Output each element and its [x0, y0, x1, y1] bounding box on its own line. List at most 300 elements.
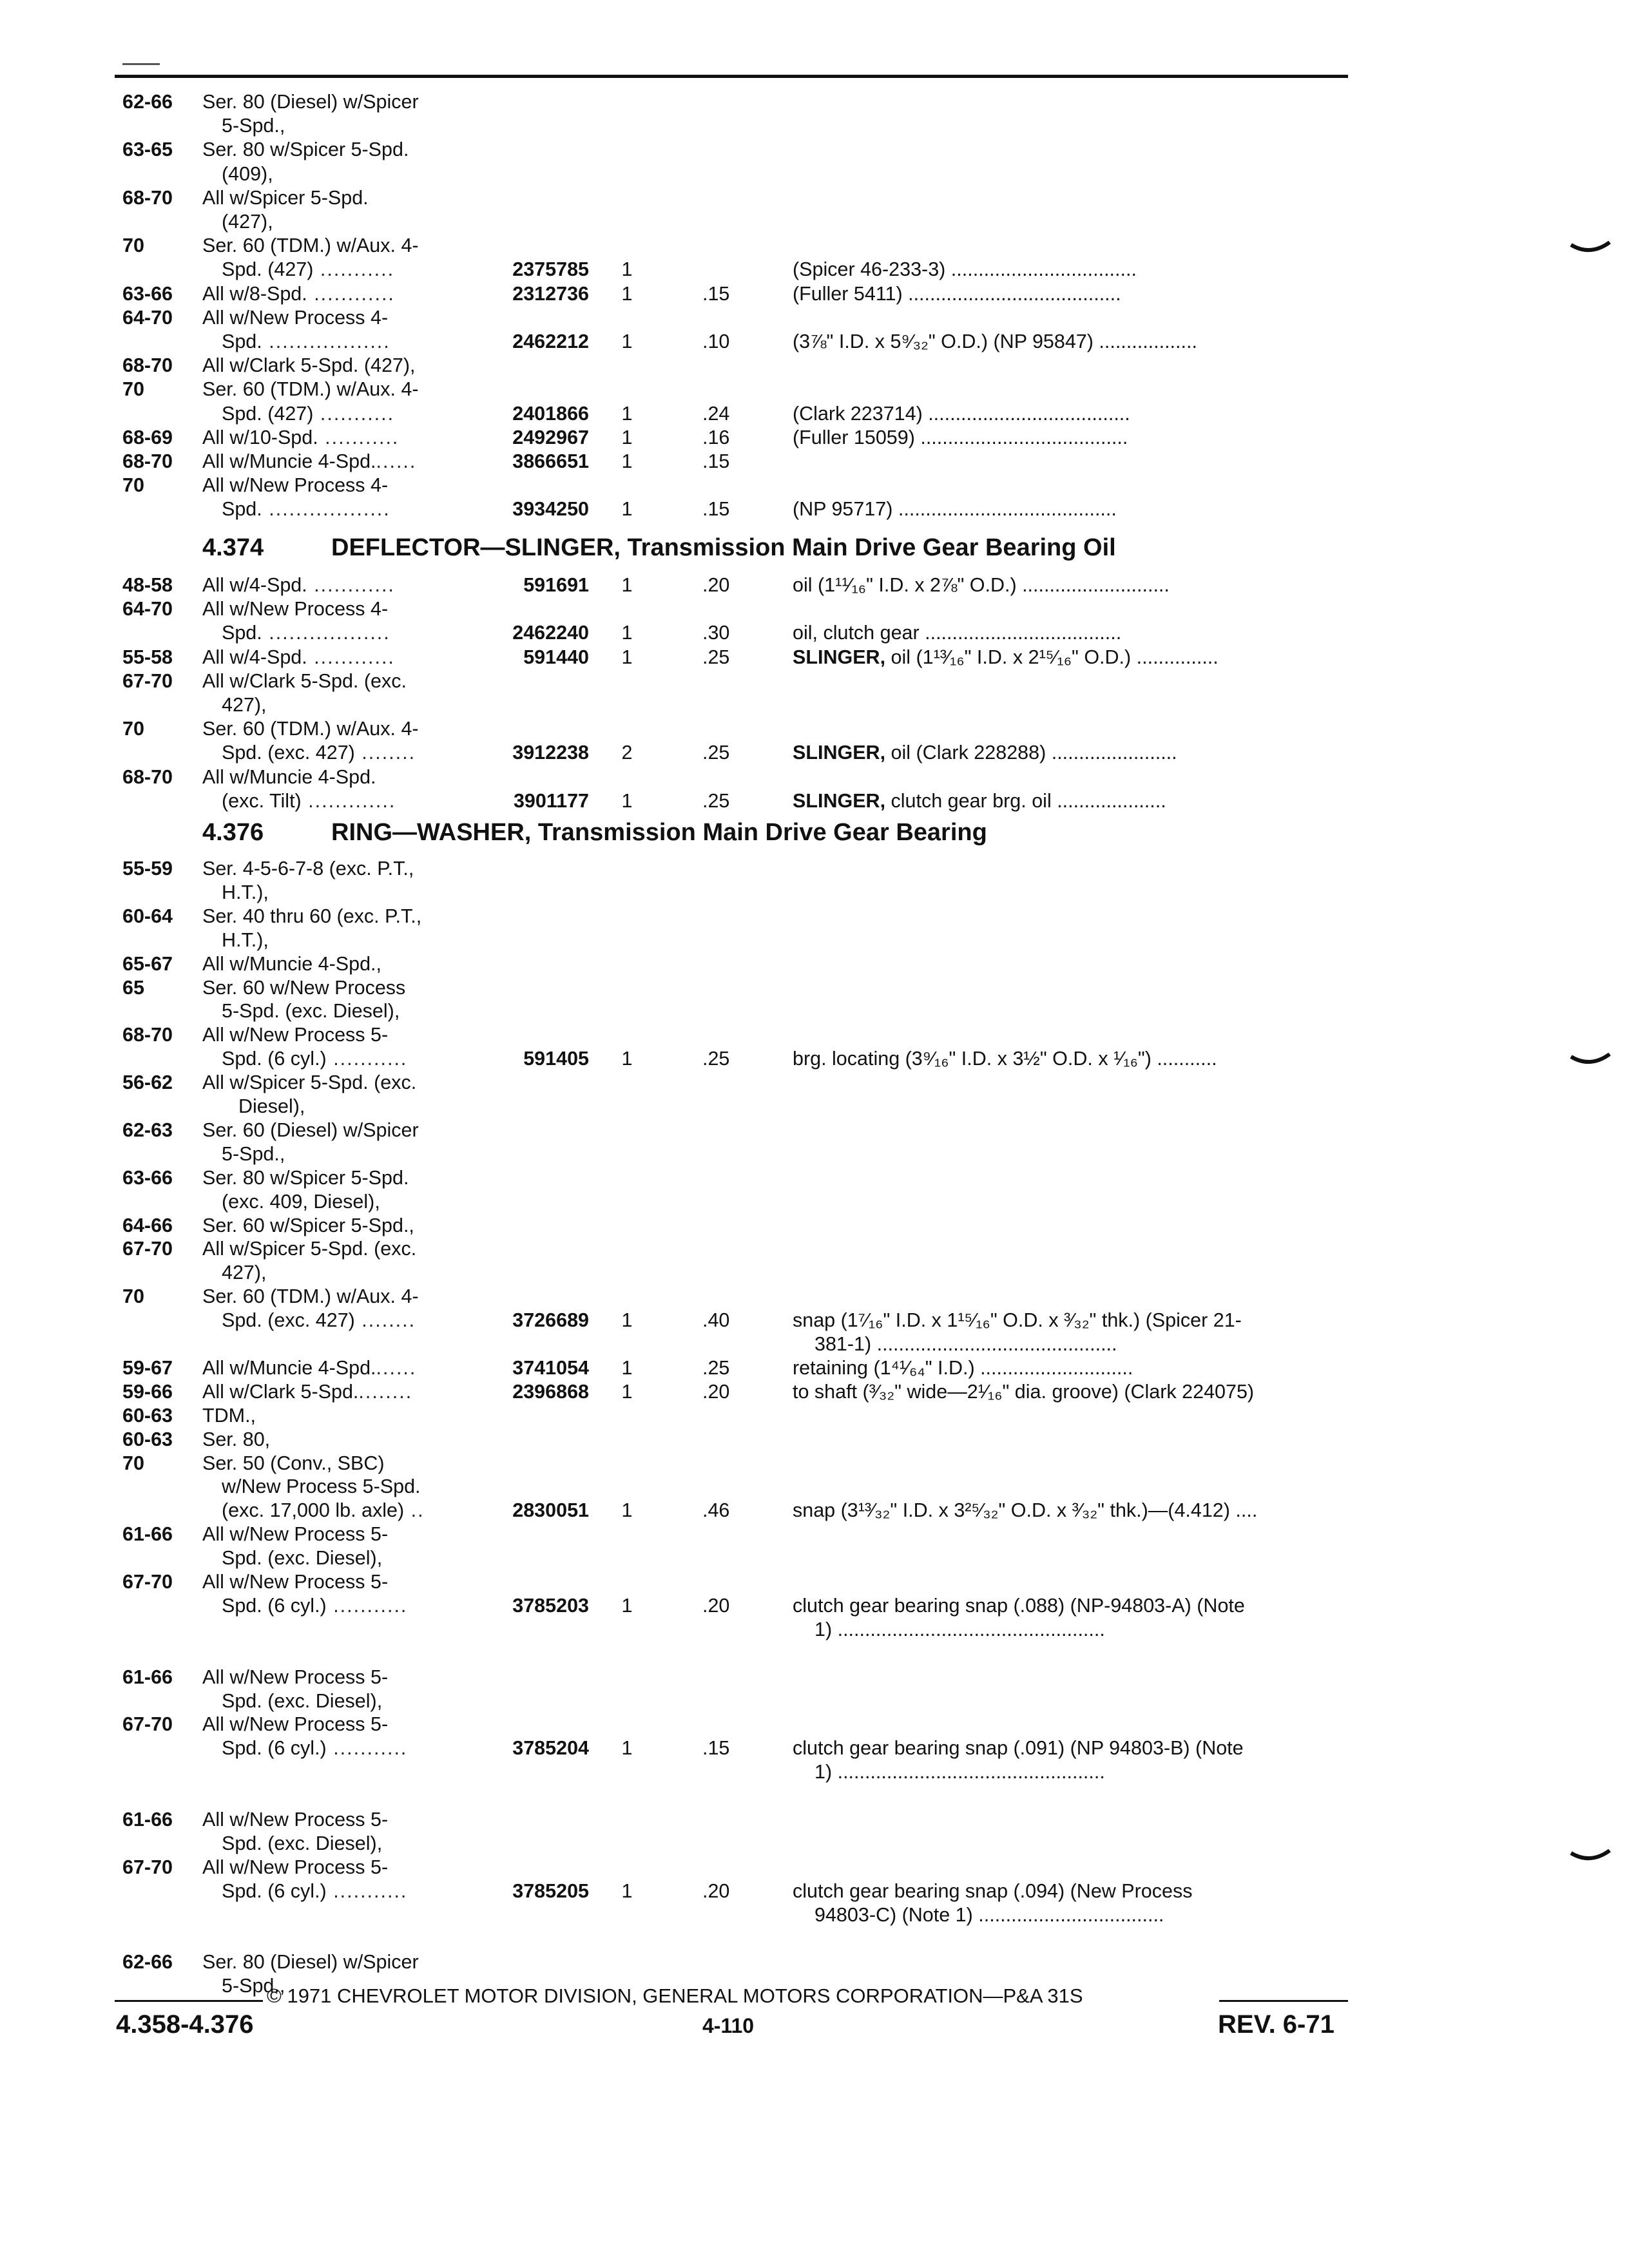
remarks: [793, 1594, 1353, 1618]
remarks-text: oil (1¹³⁄₁₆" I.D. x 2¹⁵⁄₁₆" O.D.) ...............: [885, 646, 1219, 668]
model-years: 70: [122, 1452, 144, 1474]
model-years: 59-66: [122, 1380, 173, 1403]
parts-row: [0, 258, 1629, 282]
remarks: [793, 1356, 1353, 1380]
model-years: 68-70: [122, 450, 173, 472]
parts-row: [0, 1760, 1629, 1784]
dot-leader: ..: [404, 1499, 425, 1522]
application-text: All w/New Process 4-: [202, 474, 389, 497]
application-text: H.T.),: [222, 881, 269, 903]
application-description: [202, 354, 479, 378]
parts-row: [0, 1879, 1629, 1903]
application-description: [202, 1808, 479, 1832]
parts-row: [0, 1428, 1629, 1452]
remarks: [815, 1760, 1353, 1784]
parts-row: [0, 1689, 1629, 1713]
application-text: Ser. 80 (Diesel) w/Spicer: [202, 91, 419, 113]
price: .15: [702, 450, 730, 472]
application-text: Ser. 4-5-6-7-8 (exc. P.T.,: [202, 858, 414, 879]
dot-leader: .............: [301, 789, 396, 812]
application-text: Spd. (6 cyl.): [222, 1879, 327, 1902]
application-text: Ser. 60 w/Spicer 5-Spd.,: [202, 1214, 414, 1236]
application-text: All w/New Process 5-: [202, 1856, 389, 1878]
application-text: All w/4-Spd.: [202, 574, 307, 596]
parts-row: [0, 1119, 1629, 1142]
parts-row: [0, 881, 1629, 905]
dot-leader: ...........: [326, 1594, 408, 1617]
parts-row: [0, 1356, 1629, 1380]
model-years: 61-66: [122, 1523, 173, 1546]
application-text: Spd. (exc. 427): [222, 742, 355, 764]
parts-row: [0, 1570, 1629, 1594]
model-years: 68-70: [122, 354, 173, 377]
quantity: 1: [621, 1499, 633, 1522]
model-years: 70: [122, 1285, 144, 1308]
remarks: [793, 646, 1353, 669]
footer-rule-right: [1219, 2000, 1348, 2002]
parts-row: [0, 1832, 1629, 1856]
quantity: 1: [621, 402, 633, 425]
quantity: 1: [621, 1356, 633, 1379]
application-description: [222, 928, 479, 952]
parts-row: [0, 1903, 1629, 1927]
parts-row: [0, 1380, 1629, 1404]
application-description: [202, 669, 479, 693]
application-description: [202, 976, 479, 1000]
application-description: [202, 234, 479, 258]
parts-row: [0, 114, 1629, 138]
remarks-text: snap (1⁷⁄₁₆" I.D. x 1¹⁵⁄₁₆" O.D. x ³⁄₃₂" thk.) (Spicer 21-: [793, 1309, 1242, 1332]
model-years: 64-70: [122, 598, 173, 620]
application-description: [202, 1452, 479, 1475]
parts-row: [0, 1618, 1629, 1642]
application-description: [222, 114, 479, 138]
application-text: All w/Muncie 4-Spd.,: [202, 952, 381, 975]
application-text: Spd. (6 cyl.): [222, 1594, 327, 1617]
parts-row: [0, 1452, 1629, 1475]
remarks-text: 94803-C) (Note 1) ..................................: [815, 1903, 1164, 1926]
parts-row: [0, 1713, 1629, 1736]
application-text: Ser. 60 (TDM.) w/Aux. 4-: [202, 235, 419, 257]
remarks-text: (NP 95717) ........................................: [793, 498, 1117, 521]
quantity: 1: [621, 282, 633, 305]
model-years: 61-66: [122, 1666, 173, 1688]
parts-row: [0, 597, 1629, 621]
price: .20: [702, 574, 730, 596]
application-description: [202, 450, 479, 474]
application-description: [202, 90, 479, 114]
application-text: Ser. 60 (TDM.) w/Aux. 4-: [202, 718, 419, 740]
parts-row: [0, 1142, 1629, 1166]
application-text: All w/New Process 5-: [202, 1666, 389, 1688]
model-years: 55-58: [122, 646, 173, 668]
section-heading-4-374: [202, 532, 1116, 563]
parts-row: [0, 450, 1629, 474]
application-text: Ser. 80 w/Spicer 5-Spd.: [202, 139, 409, 161]
remarks-text: oil (Clark 228288) .......................: [885, 742, 1177, 764]
remarks-text: clutch gear bearing snap (.091) (NP 94803-B) (Note: [793, 1737, 1244, 1760]
remarks-keyword: SLINGER,: [793, 789, 886, 812]
application-text: All w/4-Spd.: [202, 646, 307, 668]
remarks: [793, 1309, 1353, 1332]
parts-row: [0, 1523, 1629, 1546]
remarks-text: (Spicer 46-233-3) ..................................: [793, 258, 1137, 281]
price: .15: [702, 282, 730, 305]
application-description: [222, 330, 479, 354]
remarks: [815, 1903, 1353, 1927]
application-text: Spd.: [222, 498, 262, 521]
application-description: [202, 1214, 479, 1238]
price: .10: [702, 331, 730, 352]
application-description: [202, 1428, 479, 1452]
part-number: 2396868: [512, 1380, 589, 1403]
application-text: Spd. (427): [222, 258, 314, 281]
application-text: (427),: [222, 211, 273, 233]
parts-row: [0, 354, 1629, 378]
parts-row: [0, 330, 1629, 354]
quantity: 1: [621, 258, 633, 281]
page-number: 4-110: [702, 2014, 755, 2037]
application-text: (exc. Tilt): [222, 789, 302, 812]
part-number: 591405: [523, 1048, 589, 1070]
quantity: 1: [621, 1879, 633, 1902]
section-heading-4-376: [202, 817, 987, 848]
part-number: 591440: [523, 646, 589, 668]
application-description: [202, 474, 479, 497]
application-text: Spd. (exc. 427): [222, 1309, 355, 1332]
application-text: All w/New Process 5-: [202, 1024, 389, 1046]
parts-row: [0, 138, 1629, 162]
part-number: 3901177: [513, 789, 589, 812]
dot-leader: ......: [376, 1356, 417, 1379]
parts-row: [0, 573, 1629, 597]
model-years: 61-66: [122, 1809, 173, 1831]
parts-row: [0, 905, 1629, 928]
application-description: [202, 1380, 479, 1404]
application-description: [202, 186, 479, 210]
price: .25: [702, 789, 730, 812]
model-years: 70: [122, 235, 144, 257]
model-years: 64-70: [122, 306, 173, 329]
remarks-text: oil (1¹¹⁄₁₆" I.D. x 2⅞" O.D.) ...........................: [793, 574, 1170, 596]
parts-row: [0, 976, 1629, 1000]
application-description: [202, 952, 479, 976]
application-text: Ser. 60 (TDM.) w/Aux. 4-: [202, 378, 419, 401]
application-text: All w/10-Spd.: [202, 426, 318, 448]
parts-row: [0, 669, 1629, 693]
parts-row: [0, 1499, 1629, 1523]
price: .24: [702, 402, 730, 425]
model-years: 62-63: [122, 1119, 173, 1141]
application-text: (409),: [222, 162, 273, 185]
model-years: 48-58: [122, 574, 173, 596]
remarks: [793, 1380, 1353, 1404]
application-text: All w/New Process 4-: [202, 598, 389, 620]
application-description: [222, 1261, 479, 1285]
model-years: 65-67: [122, 952, 173, 975]
parts-row: [0, 497, 1629, 521]
remarks: [793, 621, 1353, 645]
application-description: [238, 1095, 479, 1119]
parts-row: [0, 1071, 1629, 1095]
application-description: [222, 999, 479, 1023]
remarks-text: clutch gear bearing snap (.088) (NP-94803-A) (Note: [793, 1594, 1245, 1617]
parts-row: [0, 717, 1629, 741]
remarks: [793, 789, 1353, 813]
application-text: (exc. 17,000 lb. axle): [222, 1499, 405, 1522]
dot-leader: ............: [307, 646, 395, 668]
application-description: [222, 1190, 479, 1214]
application-description: [222, 1047, 479, 1071]
parts-row: [0, 378, 1629, 401]
parts-row: [0, 282, 1629, 306]
application-text: All w/Spicer 5-Spd. (exc.: [202, 1072, 417, 1094]
price: .40: [702, 1309, 730, 1332]
dot-leader: ..................: [262, 331, 390, 352]
application-text: Spd. (exc. Diesel),: [222, 1832, 383, 1854]
parts-row: [0, 426, 1629, 450]
parts-row: [0, 952, 1629, 976]
price: .25: [702, 1356, 730, 1379]
parts-row: [0, 1237, 1629, 1261]
price: .15: [702, 498, 730, 521]
application-text: All w/Clark 5-Spd. (427),: [202, 354, 416, 377]
application-description: [222, 1736, 479, 1760]
application-description: [202, 573, 479, 597]
dot-leader: ............: [307, 282, 395, 305]
application-description: [202, 717, 479, 741]
remarks-text: oil, clutch gear ....................................: [793, 622, 1122, 644]
parts-row: [0, 1594, 1629, 1618]
application-description: [222, 693, 479, 717]
remarks: [815, 1332, 1353, 1356]
application-text: TDM.,: [202, 1404, 256, 1427]
section-title: DEFLECTOR—SLINGER, Transmission Main Drive Gear Bearing Oil: [331, 534, 1116, 561]
dot-leader: ..................: [262, 498, 390, 521]
part-number: 3912238: [512, 742, 589, 764]
part-number: 3785205: [512, 1879, 589, 1902]
parts-row: [0, 234, 1629, 258]
application-text: Ser. 60 (TDM.) w/Aux. 4-: [202, 1285, 419, 1308]
model-years: 64-66: [122, 1214, 173, 1236]
application-description: [202, 306, 479, 330]
price: .25: [702, 1048, 730, 1070]
remarks: [793, 1499, 1353, 1523]
parts-row: [0, 1214, 1629, 1238]
model-years: 68-70: [122, 765, 173, 788]
footer-rule-left: [115, 2000, 263, 2002]
remarks: [793, 1736, 1353, 1760]
application-text: All w/Muncie 4-Spd.: [202, 450, 376, 472]
application-description: [202, 1166, 479, 1190]
application-text: All w/New Process 5-: [202, 1809, 389, 1831]
quantity: 1: [621, 646, 633, 668]
application-description: [222, 789, 479, 813]
model-years: 70: [122, 474, 144, 497]
part-number: 2375785: [512, 258, 589, 281]
remarks: [793, 330, 1353, 354]
parts-row: [0, 1332, 1629, 1356]
remarks-text: 381-1) ............................................: [815, 1333, 1117, 1355]
application-text: Spd. (exc. Diesel),: [222, 1689, 383, 1712]
parts-row: [0, 1190, 1629, 1214]
parts-row: [0, 1546, 1629, 1570]
application-description: [202, 378, 479, 401]
parts-row: [0, 1261, 1629, 1285]
parts-row: [0, 210, 1629, 234]
application-description: [202, 1119, 479, 1142]
dot-leader: ............: [307, 574, 395, 596]
application-text: w/New Process 5-Spd.: [222, 1475, 421, 1498]
dot-leader: ..................: [262, 622, 390, 644]
parts-row: [0, 857, 1629, 881]
remarks-text: (Fuller 5411) .......................................: [793, 282, 1121, 305]
section-number: 4.376: [202, 819, 264, 846]
application-description: [202, 1285, 479, 1309]
remarks-text: clutch gear bearing snap (.094) (New Process: [793, 1879, 1193, 1902]
part-number: 3785204: [512, 1737, 589, 1760]
application-description: [202, 282, 479, 306]
application-description: [202, 1356, 479, 1380]
quantity: 1: [621, 331, 633, 352]
application-description: [202, 1950, 479, 1974]
application-description: [222, 1309, 479, 1332]
application-text: Ser. 80 w/Spicer 5-Spd.: [202, 1166, 409, 1189]
dot-leader: ...........: [326, 1879, 408, 1902]
application-description: [222, 1879, 479, 1903]
parts-row: [0, 1285, 1629, 1309]
application-description: [202, 138, 479, 162]
application-text: 5-Spd.,: [222, 115, 285, 137]
model-years: 56-62: [122, 1072, 173, 1094]
part-number: 3785203: [512, 1594, 589, 1617]
application-description: [222, 1832, 479, 1856]
parts-row: [0, 1927, 1629, 1951]
quantity: 1: [621, 1380, 633, 1403]
parts-row: [0, 402, 1629, 426]
application-text: All w/New Process 5-: [202, 1523, 389, 1546]
price: .46: [702, 1499, 730, 1522]
price: .15: [702, 1737, 730, 1760]
parts-row: [0, 999, 1629, 1023]
parts-row: [0, 1047, 1629, 1071]
application-description: [222, 1594, 479, 1618]
model-years: 63-65: [122, 139, 173, 161]
part-number: 3741054: [512, 1356, 589, 1379]
remarks: [793, 258, 1353, 282]
part-number: 2830051: [512, 1499, 589, 1522]
parts-row: [0, 306, 1629, 330]
parts-row: [0, 765, 1629, 789]
part-number: 3934250: [512, 498, 589, 521]
quantity: 1: [621, 574, 633, 596]
part-number: 2312736: [512, 282, 589, 305]
dot-leader: ...........: [313, 402, 395, 425]
application-text: H.T.),: [222, 928, 269, 951]
application-description: [222, 162, 479, 186]
part-number: 2401866: [512, 402, 589, 425]
parts-row: [0, 1666, 1629, 1689]
part-number: 591691: [523, 574, 589, 596]
remarks: [793, 402, 1353, 426]
application-text: All w/Spicer 5-Spd. (exc.: [202, 1238, 417, 1260]
application-description: [202, 1856, 479, 1879]
remarks: [793, 1047, 1353, 1071]
model-years: 68-69: [122, 426, 173, 448]
header-rule: [115, 75, 1348, 78]
parts-row: [0, 741, 1629, 765]
parts-row: [0, 90, 1629, 114]
dot-leader: ........: [354, 742, 416, 764]
application-text: Spd. (6 cyl.): [222, 1737, 327, 1760]
parts-row: [0, 1808, 1629, 1832]
application-text: Spd. (exc. Diesel),: [222, 1547, 383, 1570]
application-text: Diesel),: [238, 1095, 305, 1117]
model-years: 62-66: [122, 1951, 173, 1974]
model-years: 68-70: [122, 186, 173, 209]
model-years: 67-70: [122, 1571, 173, 1593]
application-description: [222, 497, 479, 521]
dot-leader: ...........: [318, 426, 400, 448]
application-text: All w/Muncie 4-Spd.: [202, 765, 376, 788]
remarks-text: retaining (1⁴¹⁄₆₄" I.D.) ............................: [793, 1356, 1133, 1379]
application-description: [202, 1570, 479, 1594]
application-description: [222, 210, 479, 234]
application-text: 427),: [222, 694, 267, 716]
quantity: 2: [621, 742, 633, 764]
application-description: [202, 1071, 479, 1095]
application-text: Ser. 60 w/New Process: [202, 976, 406, 999]
remarks: [793, 426, 1353, 450]
part-number: 3866651: [512, 450, 589, 472]
application-text: Spd. (6 cyl.): [222, 1048, 327, 1070]
application-text: Ser. 50 (Conv., SBC): [202, 1452, 385, 1474]
parts-row: [0, 1642, 1629, 1666]
application-description: [202, 646, 479, 669]
model-years: 67-70: [122, 669, 173, 692]
parts-row: [0, 693, 1629, 717]
application-description: [202, 1237, 479, 1261]
model-years: 63-66: [122, 1166, 173, 1189]
remarks-text: (Fuller 15059) ......................................: [793, 426, 1128, 448]
copyright-notice: © 1971 CHEVROLET MOTOR DIVISION, GENERAL MOTORS CORPORATION—P&A 31S: [267, 1984, 1083, 2007]
application-description: [222, 1475, 479, 1499]
application-text: All w/New Process 5-: [202, 1571, 389, 1593]
dot-leader: ...........: [326, 1737, 408, 1760]
parts-row: [0, 789, 1629, 813]
application-text: All w/Clark 5-Spd. (exc.: [202, 669, 407, 692]
quantity: 1: [621, 1594, 633, 1617]
remarks-text: snap (3¹³⁄₃₂" I.D. x 3²⁵⁄₃₂" O.D. x ³⁄₃₂" thk.)—(4.412) ....: [793, 1499, 1258, 1522]
parts-row: [0, 1095, 1629, 1119]
quantity: 1: [621, 498, 633, 521]
corner-mark: [122, 63, 160, 65]
price: .30: [702, 622, 730, 644]
application-description: [222, 402, 479, 426]
remarks-text: 1) .................................................: [815, 1761, 1105, 1783]
dot-leader: ......: [376, 450, 417, 472]
model-years: 60-64: [122, 905, 173, 927]
quantity: 1: [621, 426, 633, 448]
remarks: [793, 497, 1353, 521]
application-text: All w/8-Spd.: [202, 282, 307, 305]
part-number: 2462212: [512, 331, 589, 352]
binder-hole-mark: [1570, 1053, 1611, 1067]
application-text: All w/Muncie 4-Spd.: [202, 1356, 376, 1379]
model-years: 67-70: [122, 1238, 173, 1260]
model-years: 55-59: [122, 858, 173, 879]
remarks-text: brg. locating (3⁹⁄₁₆" I.D. x 3½" O.D. x ¹⁄₁₆") ...........: [793, 1048, 1217, 1070]
